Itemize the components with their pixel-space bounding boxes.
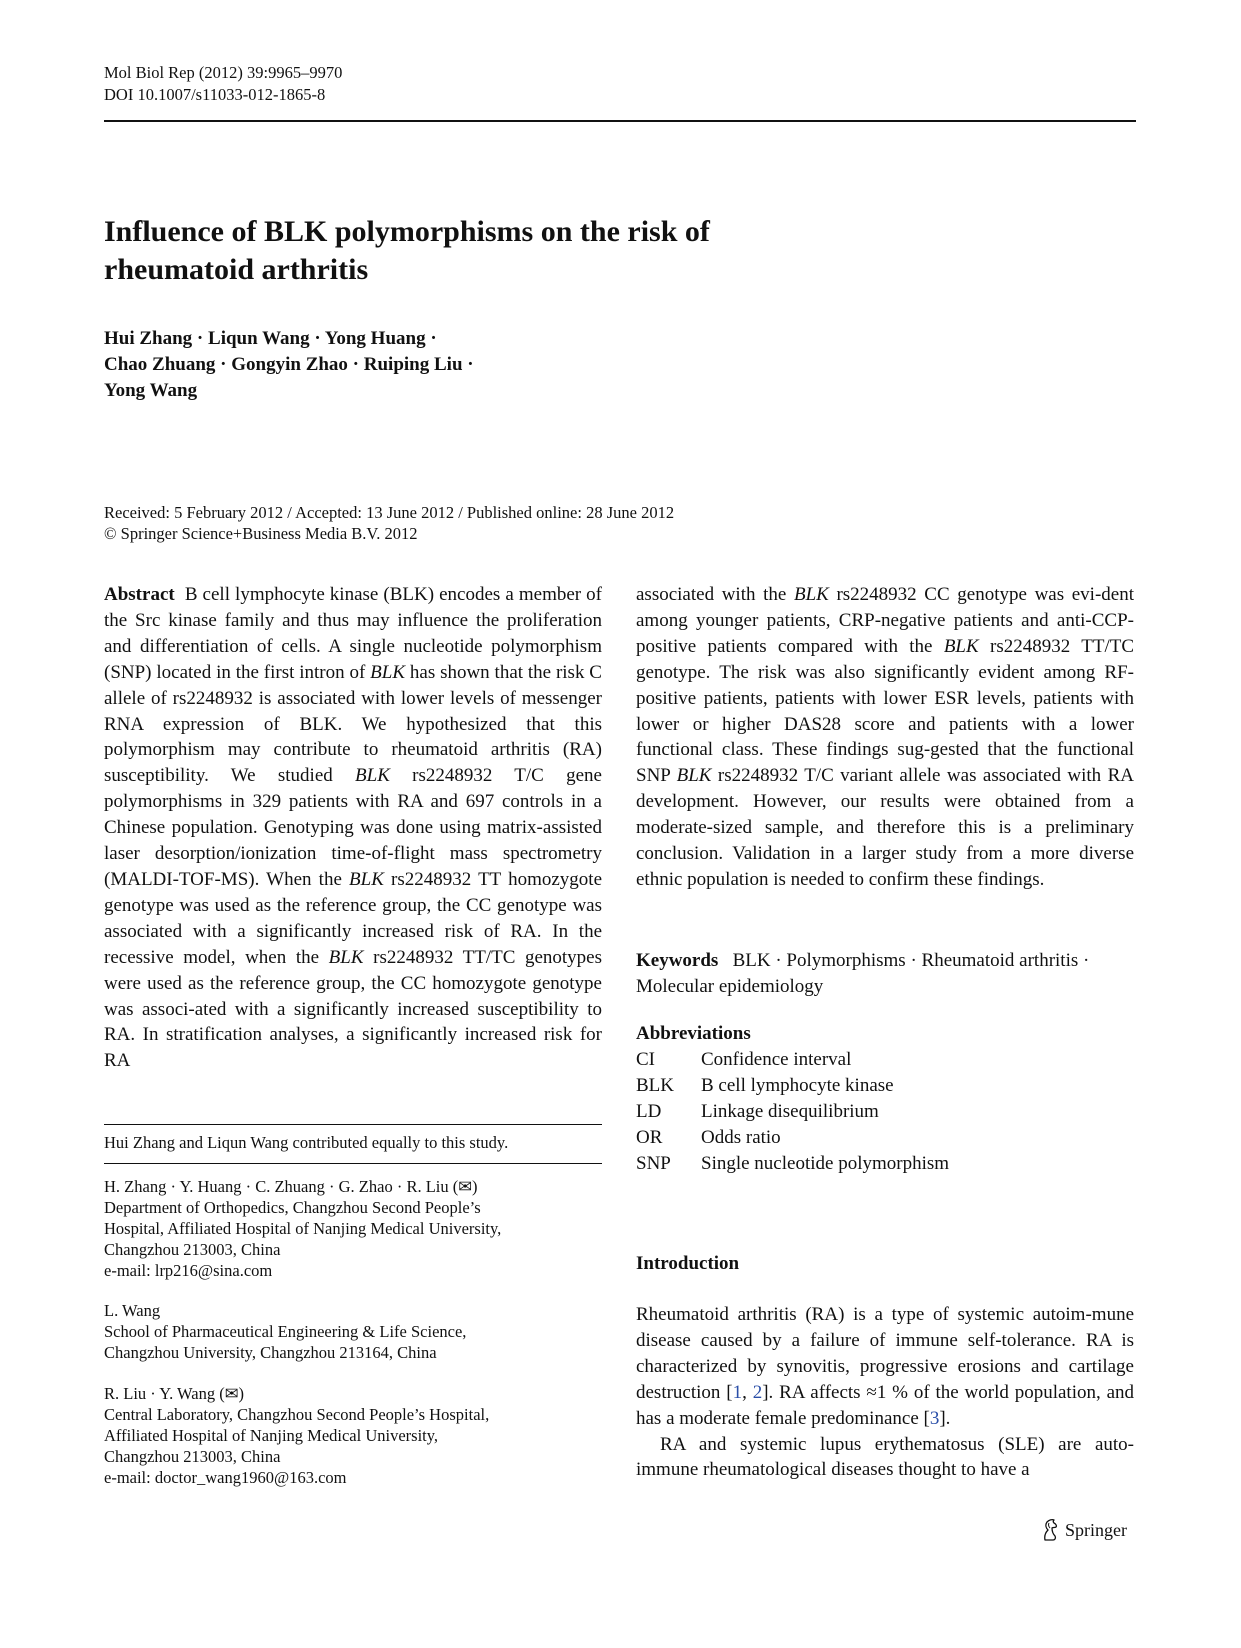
journal-citation: Mol Biol Rep (2012) 39:9965–9970	[104, 63, 343, 82]
abbreviation-row: SNP Single nucleotide polymorphism	[636, 1152, 950, 1174]
copyright: © Springer Science+Business Media B.V. 2012	[104, 524, 418, 543]
abbreviation-row: BLK B cell lymphocyte kinase	[636, 1074, 894, 1096]
abstract-label: Abstract	[104, 584, 175, 605]
author-list	[104, 326, 664, 404]
email-link[interactable]: e-mail: lrp216@sina.com	[104, 1261, 273, 1280]
affiliation-names: R. Liu · Y. Wang (✉)	[104, 1384, 245, 1403]
keywords-label: Keywords	[636, 950, 719, 971]
abstract-column-left	[104, 582, 602, 1074]
affiliation-names: L. Wang	[104, 1301, 161, 1320]
abbreviation-row: CI Confidence interval	[636, 1049, 852, 1070]
affiliation-names: H. Zhang · Y. Huang · C. Zhuang · G. Zhao · R. Liu (✉)	[104, 1177, 478, 1196]
authors-line-2: Chao Zhuang · Gongyin Zhao · Ruiping Liu ·	[104, 354, 474, 375]
keywords-text: BLK · Polymorphisms · Rheumatoid arthritis · Molecular epidemiology	[636, 950, 1090, 997]
keywords	[636, 948, 1134, 1000]
introduction-heading: Introduction	[636, 1253, 740, 1274]
paper-title	[104, 213, 824, 289]
abstract-text: B cell lymphocyte kinase (BLK) encodes a member of the Src kinase family and thus may influence the proliferation and differentiation of cells. A single nucleotide polymorphism (SNP) located in the first intron of BLK has shown that the risk C allele of rs2248932 is associated with lower levels of messenger RNA expression of BLK. We hypothesized that this polymorphism may contribute to rheumatoid arthritis (RA) susceptibility. We studied BLK rs2248932 T/C gene polymorphisms in 329 patients with RA and 697 controls in a Chinese population. Genotyping was done using matrix-assisted laser desorption/ionization time-of-flight mass spectrometry (MALDI-TOF-MS). When the BLK rs2248932 TT homozygote genotype was used as the reference group, the CC genotype was associated with a significantly increased risk of RA. In the recessive model, when the BLK rs2248932 TT/TC genotypes were used as the reference group, the CC homozygote genotype was associ-ated with a significantly increased susceptibility to RA. In stratification analyses, a significantly increased risk for RA	[104, 584, 603, 1072]
footnote-rule	[104, 1124, 602, 1125]
affiliation-block: H. Zhang · Y. Huang · C. Zhuang · G. Zhao · R. Liu (✉) Department of Orthopedics, Changzhou Second People’s Hospital, Affiliated Hospital of Nanjing Medical University, Changzhou 213003, China e-mail: lrp216@sina.com	[104, 1176, 602, 1281]
abbreviations-table	[636, 1047, 949, 1177]
introduction-paragraph-2: RA and systemic lupus erythematosus (SLE) are auto-immune rheumatological diseases thought to have a	[636, 1433, 1134, 1481]
introduction-text	[636, 1302, 1134, 1483]
publication-dates	[104, 502, 674, 544]
affiliation-block: R. Liu · Y. Wang (✉) Central Laboratory, Changzhou Second People’s Hospital, Affiliated Hospital of Nanjing Medical University, Changzhou 213003, China e-mail: doctor_wang1960@163.com	[104, 1383, 602, 1488]
doi[interactable]: DOI 10.1007/s11033-012-1865-8	[104, 85, 326, 104]
email-link[interactable]: e-mail: doctor_wang1960@163.com	[104, 1468, 347, 1487]
citation-link-1[interactable]: 1	[732, 1381, 743, 1403]
abstract-column-right	[636, 582, 1134, 893]
abbreviation-row: LD Linkage disequilibrium	[636, 1100, 879, 1122]
abbreviations-heading: Abbreviations	[636, 1023, 751, 1044]
abbreviation-row: OR Odds ratio	[636, 1126, 781, 1148]
citation-link-2[interactable]: 2	[752, 1381, 763, 1403]
publisher-logo	[1040, 1518, 1127, 1542]
journal-header	[104, 62, 342, 106]
springer-horse-icon	[1040, 1518, 1060, 1542]
affiliation-block: L. Wang School of Pharmaceutical Engineering & Life Science, Changzhou University, Changzhou 213164, China	[104, 1300, 602, 1363]
dates-line: Received: 5 February 2012 / Accepted: 13 June 2012 / Published online: 28 June 2012	[104, 503, 675, 522]
affiliation-rule	[104, 1163, 602, 1164]
citation-link-3[interactable]: 3	[929, 1407, 940, 1429]
introduction-paragraph-1: Rheumatoid arthritis (RA) is a type of systemic autoim-mune disease caused by a failure of immune self-tolerance. RA is characterized by synovitis, progressive erosions and cartilage destruction [1, 2]. RA affects ≈1 % of the world population, and has a moderate female predominance [3].	[636, 1304, 1134, 1429]
authors-line-1: Hui Zhang · Liqun Wang · Yong Huang ·	[104, 328, 437, 349]
title-line-1: Influence of BLK polymorphisms on the risk of	[104, 215, 710, 248]
title-line-2: rheumatoid arthritis	[104, 253, 369, 286]
header-rule	[104, 120, 1136, 122]
authors-line-3: Yong Wang	[104, 380, 198, 401]
contribution-note: Hui Zhang and Liqun Wang contributed equally to this study.	[104, 1133, 509, 1152]
publisher-name: Springer	[1065, 1519, 1127, 1540]
abstract-text-continued: associated with the BLK rs2248932 CC genotype was evi-dent among younger patients, CRP-negative patients and anti-CCP-positive patients compared with the BLK rs2248932 TT/TC genotype. The risk was also significantly evident among RF-positive patients, patients with lower ESR levels, patients with lower or higher DAS28 score and patients with a lower functional class. These findings sug-gested that the functional SNP BLK rs2248932 T/C variant allele was associated with RA development. However, our results were obtained from a moderate-sized sample, and therefore this is a preliminary conclusion. Validation in a larger study from a more diverse ethnic population is needed to confirm these findings.	[636, 584, 1135, 890]
